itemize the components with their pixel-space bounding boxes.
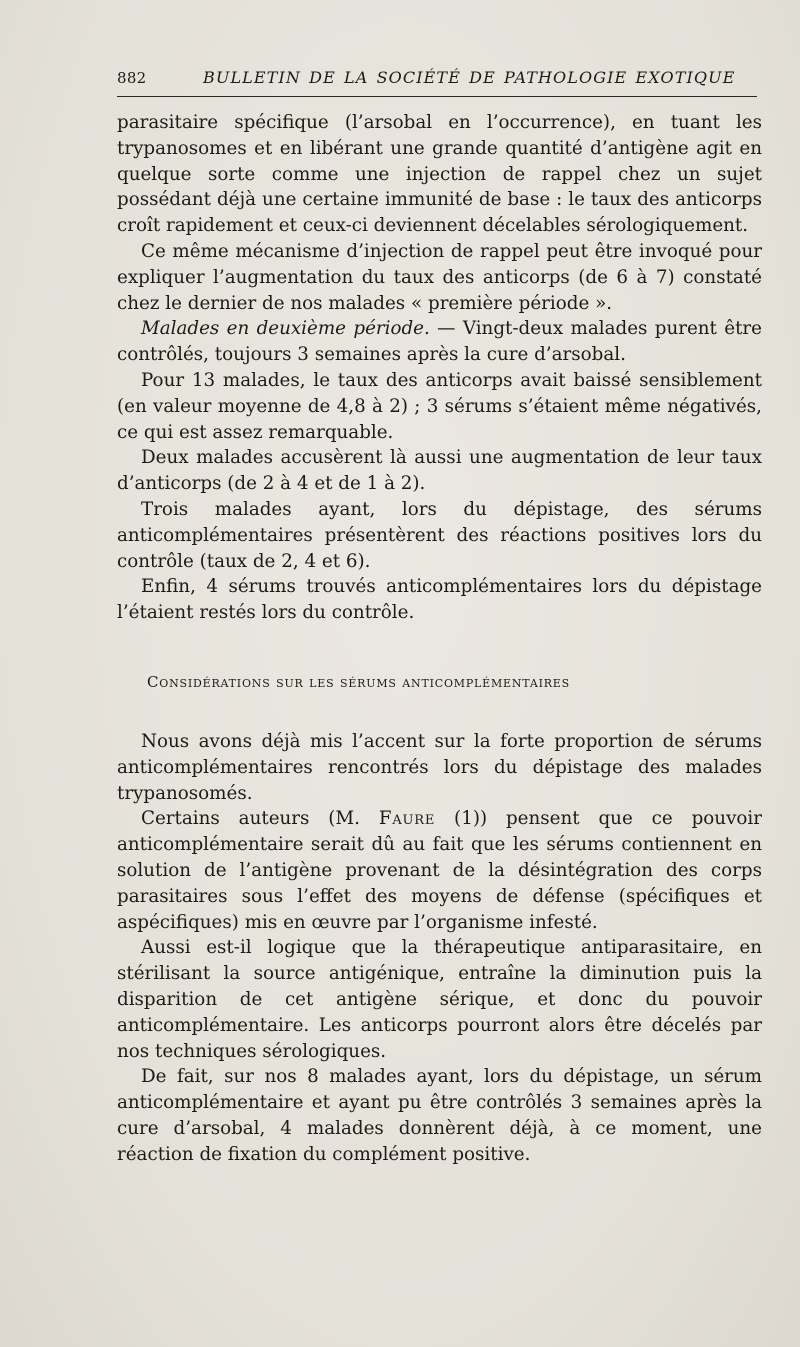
paragraph-faure-hypothesis [117, 806, 762, 935]
faure-text-before: Certains auteurs (M. [141, 808, 379, 830]
paragraph-anticomplementary-proportion: Nous avons déjà mis l’accent sur la forte proportion de sérums anticomplémentaires rencontrés lors du dépistage des malades trypanosomés. [117, 730, 762, 804]
paragraph-four-sera: Enfin, 4 sérums trouvés anticomplémentaires lors du dépistage l’étaient restés lors du contrôle. [117, 576, 762, 624]
journal-title: BULLETIN DE LA SOCIÉTÉ DE PATHOLOGIE EXOTIQUE [203, 68, 736, 87]
faure-text-after: (1)) pensent que ce pouvoir anticomplémentaire serait dû au fait que les sérums contiennent en solution de l’antigène provenant de la désintégration des corps parasitaires sous l’effet des moyens de défense (spécifiques et aspécifiques) mis en œuvre par l’organisme infesté. [117, 808, 762, 933]
paragraph-rappel-mechanism: Ce même mécanisme d’injection de rappel peut être invoqué pour expliquer l’augmentation du taux des anticorps (de 6 à 7) constaté chez le dernier de nos malades « première période ». [117, 240, 762, 314]
paragraph-therapeutic-logic: Aussi est-il logique que la thérapeutique antiparasitaire, en stérilisant la source antigénique, entraîne la diminution puis la disparition de cet antigène sérique, et donc du pouvoir anticomplémentaire. Les anticorps pourront alors être décelés par nos techniques sérologiques. [117, 937, 762, 1062]
paragraph-continuation: parasitaire spécifique (l’arsobal en l’occurrence), en tuant les trypanosomes et en libérant une grande quantité d’antigène agit en quelque sorte comme une injection de rappel chez un sujet possédant déjà une certaine immunité de base : le taux des anticorps croît rapidement et ceux-ci deviennent décelables sérologiquement. [117, 112, 762, 237]
paragraph-three-patients: Trois malades ayant, lors du dépistage, des sérums anticomplémentaires présentèrent des réactions positives lors du contrôle (taux de 2, 4 et 6). [117, 498, 762, 572]
subsection-title: Malades en deuxième période. [141, 318, 430, 340]
page-header [117, 66, 757, 97]
article-body [117, 110, 762, 1167]
author-name: Faure [378, 808, 436, 830]
paragraph-results: De fait, sur nos 8 malades ayant, lors du dépistage, un sérum anticomplémentaire et ayant pu être contrôlés 3 semaines après la cure d’arsobal, 4 malades donnèrent déjà, à ce moment, une réaction de fixation du complément positive. [117, 1066, 762, 1165]
paragraph-two-patients: Deux malades accusèrent là aussi une augmentation de leur taux d’anticorps (de 2 à 4 et de 1 à 2). [117, 447, 762, 495]
paragraph-13-patients: Pour 13 malades, le taux des anticorps avait baissé sensiblement (en valeur moyenne de 4,8 à 2) ; 3 sérums s’étaient même négativés, ce qui est assez remarquable. [117, 369, 762, 443]
section-heading: Considérations sur les sérums anticomplémentaires [147, 672, 570, 691]
page-number: 882 [117, 69, 147, 87]
subsection-text: — Vingt-deux malades purent être contrôlés, toujours 3 semaines après la cure d’arsobal. [117, 318, 762, 366]
paragraph-second-period [117, 316, 762, 368]
